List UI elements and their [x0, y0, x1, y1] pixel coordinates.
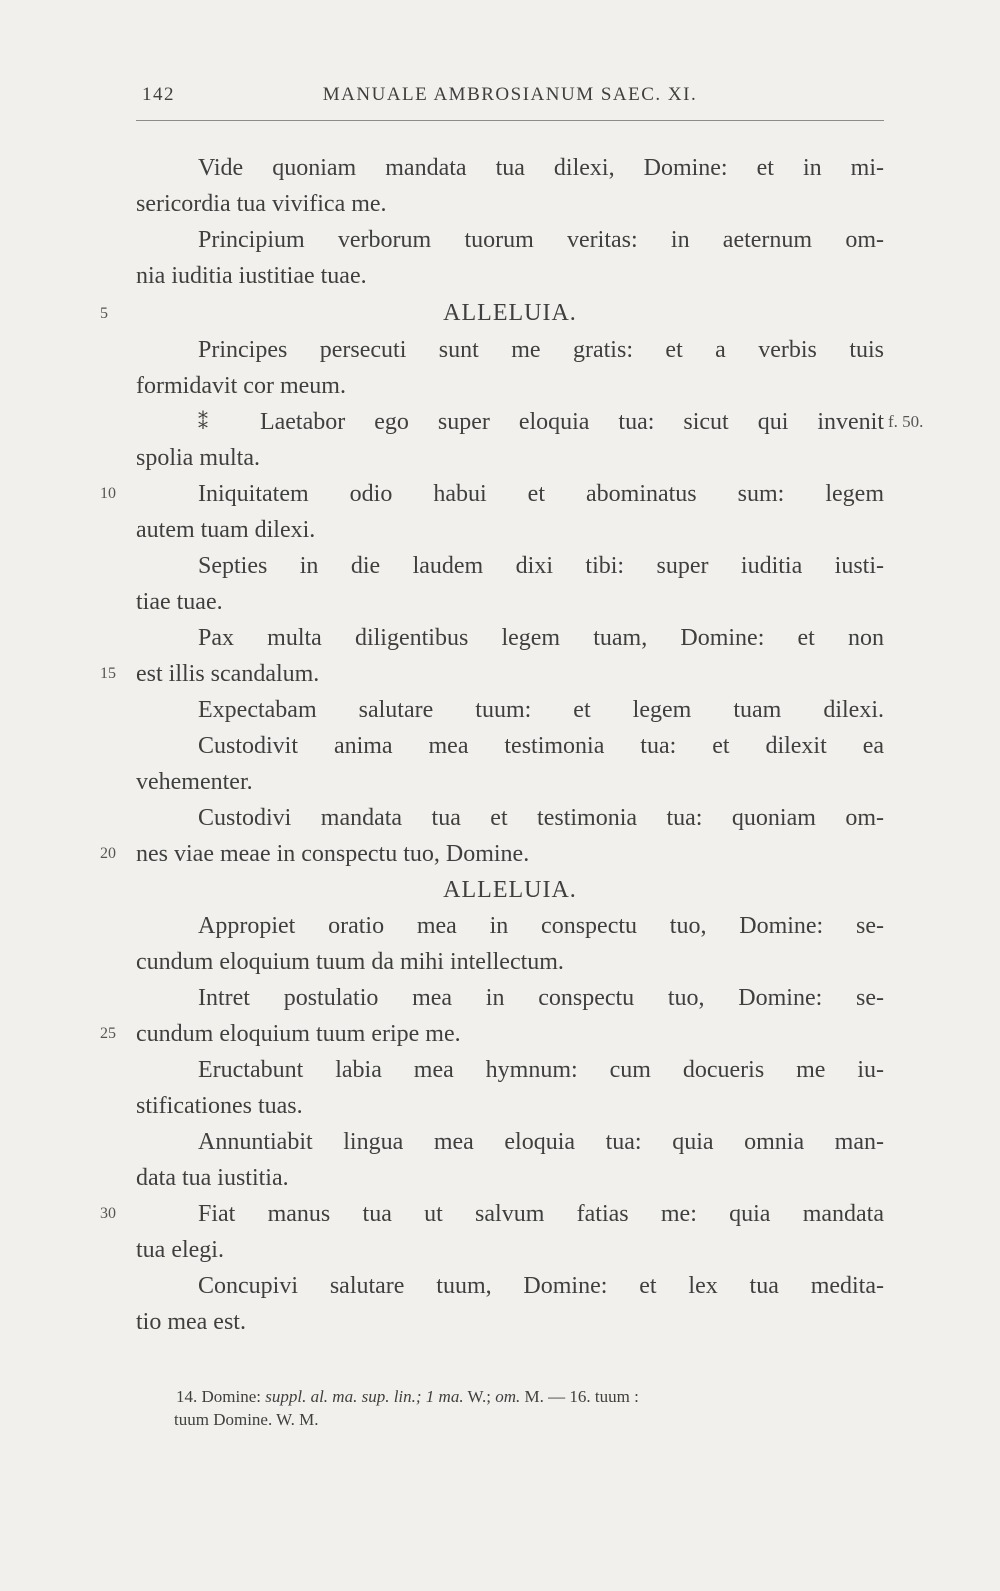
text-line: data tua iustitia.	[136, 1165, 289, 1191]
margin-line-number: 20	[100, 845, 116, 862]
footnote-ref: 14. Domine:	[176, 1387, 261, 1406]
running-head	[136, 84, 884, 114]
text-line: spolia multa.	[136, 445, 260, 471]
text-line: tio mea est.	[136, 1309, 246, 1335]
margin-line-number: 25	[100, 1025, 116, 1042]
text-line: Principes persecuti sunt me gratis: et a verbis tuis	[198, 337, 884, 363]
folio-marker: f. 50.	[888, 412, 924, 431]
footnote-text: M. —	[524, 1387, 566, 1406]
text-line: Fiat manus tua ut salvum fatias me: quia mandata	[198, 1201, 884, 1227]
text-line: Pax multa diligentibus legem tuam, Domine: et non	[198, 625, 884, 651]
text-line: tua elegi.	[136, 1237, 224, 1263]
text-line: cundum eloquium tuum eripe me.	[136, 1021, 461, 1047]
text-line: vehementer.	[136, 769, 253, 795]
text-line: Expectabam salutare tuum: et legem tuam dilexi.	[198, 697, 884, 723]
footnote-line	[176, 1386, 884, 1408]
text-line: Vide quoniam mandata tua dilexi, Domine: et in mi-	[198, 155, 884, 181]
text-line: Appropiet oratio mea in conspectu tuo, Domine: se-	[198, 913, 884, 939]
footnote-italic: om.	[495, 1387, 521, 1406]
margin-line-number: 5	[100, 305, 108, 322]
footnote-ref: 16. tuum :	[569, 1387, 639, 1406]
section-heading: ALLELUIA.	[443, 877, 577, 903]
header-rule	[136, 120, 884, 121]
text-line: autem tuam dilexi.	[136, 517, 316, 543]
text-line: nes viae meae in conspectu tuo, Domine.	[136, 841, 530, 867]
section-heading: ALLELUIA.	[443, 300, 577, 326]
text-line: Principium verborum tuorum veritas: in aeternum om-	[198, 227, 884, 253]
text-line: Eructabunt labia mea hymnum: cum docueris me iu-	[198, 1057, 884, 1083]
page-number: 142	[142, 84, 175, 105]
text-line: sericordia tua vivifica me.	[136, 191, 387, 217]
text-line: cundum eloquium tuum da mihi intellectum.	[136, 949, 564, 975]
text-line: Concupivi salutare tuum, Domine: et lex tua medita-	[198, 1273, 884, 1299]
text-line: est illis scandalum.	[136, 661, 320, 687]
text-line-content: Laetabor ego super eloquia tua: sicut qui invenit	[259, 409, 885, 435]
running-title: MANUALE AMBROSIANUM SAEC. XI.	[322, 84, 698, 105]
margin-line-number: 30	[100, 1205, 116, 1222]
margin-line-number: 15	[100, 665, 116, 682]
cross-icon: ⁑	[198, 412, 231, 434]
margin-line-number: 10	[100, 485, 116, 502]
text-line: stificationes tuas.	[136, 1093, 303, 1119]
text-line: Septies in die laudem dixi tibi: super iuditia iusti-	[198, 553, 884, 579]
text-line: nia iuditia iustitiae tuae.	[136, 263, 367, 289]
text-line: Custodivi mandata tua et testimonia tua: quoniam om-	[198, 805, 884, 831]
text-line	[136, 404, 884, 440]
text-line: Custodivit anima mea testimonia tua: et dilexit ea	[198, 733, 884, 759]
footnote-line: tuum Domine. W. M.	[174, 1410, 319, 1429]
text-line: formidavit cor meum.	[136, 373, 346, 399]
text-line: Intret postulatio mea in conspectu tuo, Domine: se-	[198, 985, 884, 1011]
text-line: Annuntiabit lingua mea eloquia tua: quia omnia man-	[198, 1129, 884, 1155]
text-line: tiae tuae.	[136, 589, 223, 615]
footnote-text: W.;	[467, 1387, 492, 1406]
text-line: Iniquitatem odio habui et abominatus sum: legem	[198, 481, 884, 507]
footnote-italic: suppl. al. ma. sup. lin.; 1 ma.	[265, 1387, 464, 1406]
